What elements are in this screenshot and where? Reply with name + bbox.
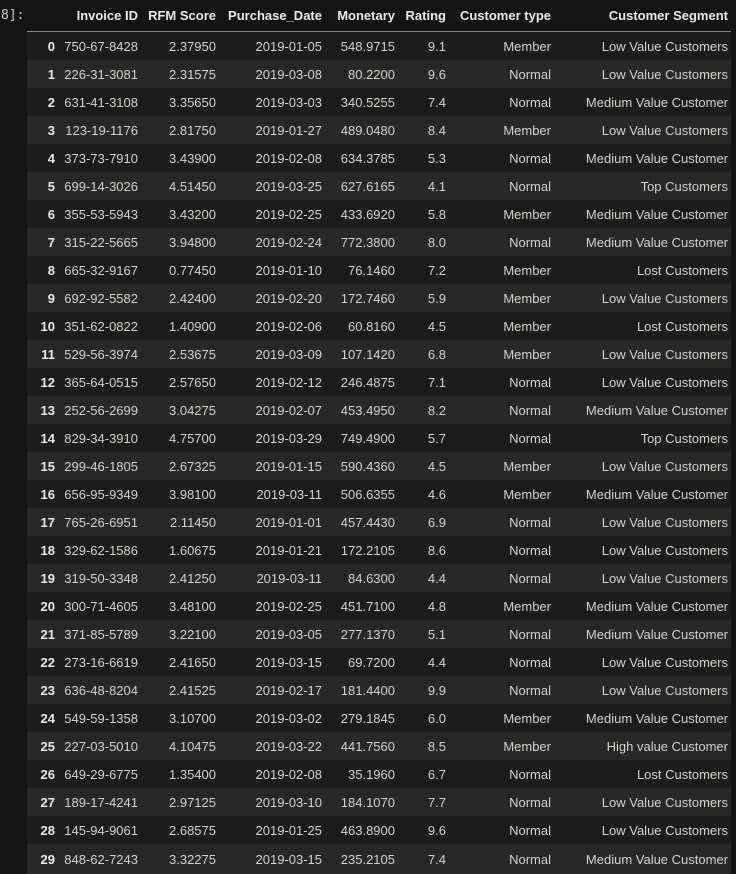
cell-invoice-id: 765-26-6951 xyxy=(64,514,138,530)
cell-purchase-date: 2019-02-24 xyxy=(255,234,322,250)
table-row xyxy=(27,368,731,396)
cell-rating: 6.9 xyxy=(427,514,446,530)
cell-rfm-score: 3.43200 xyxy=(169,206,216,222)
cell-customer-segment: Low Value Customers xyxy=(601,290,728,306)
cell-rating: 6.0 xyxy=(427,710,446,726)
cell-purchase-date: 2019-02-08 xyxy=(255,150,322,166)
cell-customer-type: Member xyxy=(503,38,551,54)
row-index-cell: 20 xyxy=(40,598,55,614)
column-header-purchase-date: Purchase_Date xyxy=(223,0,329,32)
cell-monetary: 184.1070 xyxy=(340,794,395,810)
cell-invoice-id: 649-29-6775 xyxy=(64,766,138,782)
cell-rating: 4.4 xyxy=(427,570,446,586)
cell-customer-segment: Medium Value Customer xyxy=(585,234,728,250)
cell-monetary: 107.1420 xyxy=(340,346,395,362)
cell-monetary: 60.8160 xyxy=(348,318,395,334)
table-header-row xyxy=(27,0,731,32)
cell-invoice-id: 123-19-1176 xyxy=(65,122,138,138)
table-row xyxy=(27,704,731,732)
cell-rating: 8.0 xyxy=(427,234,446,250)
cell-invoice-id: 699-14-3026 xyxy=(64,178,138,194)
cell-customer-segment: Lost Customers xyxy=(636,318,728,334)
cell-customer-segment: Low Value Customers xyxy=(601,822,728,838)
execution-count-label: 8]: xyxy=(1,8,25,23)
table-row xyxy=(27,648,731,676)
cell-customer-type: Member xyxy=(503,262,551,278)
cell-rfm-score: 2.31575 xyxy=(169,66,216,82)
cell-purchase-date: 2019-03-09 xyxy=(255,346,322,362)
cell-monetary: 627.6165 xyxy=(340,178,395,194)
table-row xyxy=(27,396,731,424)
cell-customer-segment: Low Value Customers xyxy=(601,346,728,362)
cell-rating: 5.9 xyxy=(427,290,446,306)
cell-rating: 4.1 xyxy=(427,178,446,194)
cell-rating: 9.6 xyxy=(427,822,446,838)
cell-rfm-score: 3.98100 xyxy=(169,486,216,502)
cell-rating: 8.6 xyxy=(427,542,446,558)
cell-purchase-date: 2019-03-08 xyxy=(255,66,322,82)
cell-invoice-id: 829-34-3910 xyxy=(64,430,138,446)
cell-invoice-id: 848-62-7243 xyxy=(64,851,138,867)
table-row xyxy=(27,676,731,704)
cell-customer-segment: Low Value Customers xyxy=(601,458,728,474)
cell-customer-type: Normal xyxy=(509,374,551,390)
cell-rfm-score: 3.48100 xyxy=(169,598,216,614)
cell-rfm-score: 2.68575 xyxy=(169,822,216,838)
cell-rfm-score: 3.35650 xyxy=(169,94,216,110)
cell-invoice-id: 329-62-1586 xyxy=(64,542,138,558)
table-row xyxy=(27,452,731,480)
cell-invoice-id: 355-53-5943 xyxy=(64,206,138,222)
column-header-customer-segment: Customer Segment xyxy=(558,0,731,32)
cell-monetary: 235.2105 xyxy=(340,851,395,867)
cell-customer-type: Normal xyxy=(509,94,551,110)
cell-purchase-date: 2019-02-17 xyxy=(255,682,322,698)
cell-rfm-score: 2.53675 xyxy=(169,346,216,362)
cell-customer-segment: Low Value Customers xyxy=(601,682,728,698)
cell-customer-segment: Medium Value Customer xyxy=(585,598,728,614)
cell-rating: 7.2 xyxy=(427,262,446,278)
cell-invoice-id: 300-71-4605 xyxy=(64,598,138,614)
cell-customer-type: Member xyxy=(503,486,551,502)
cell-customer-type: Member xyxy=(503,290,551,306)
table-row xyxy=(27,480,731,508)
cell-customer-type: Normal xyxy=(509,626,551,642)
row-index-cell: 5 xyxy=(47,178,55,194)
table-row xyxy=(27,424,731,452)
row-index-cell: 24 xyxy=(40,710,55,726)
cell-rating: 5.7 xyxy=(427,430,446,446)
table-row xyxy=(27,508,731,536)
column-header-rating: Rating xyxy=(402,0,453,32)
row-index-cell: 17 xyxy=(40,514,55,530)
cell-monetary: 548.9715 xyxy=(340,38,395,54)
cell-purchase-date: 2019-02-20 xyxy=(255,290,322,306)
cell-rfm-score: 3.10700 xyxy=(169,710,216,726)
cell-customer-segment: Top Customers xyxy=(640,178,728,194)
cell-customer-segment: Low Value Customers xyxy=(601,654,728,670)
cell-monetary: 772.3800 xyxy=(340,234,395,250)
cell-rfm-score: 4.51450 xyxy=(169,178,216,194)
cell-customer-type: Member xyxy=(503,458,551,474)
table-row xyxy=(27,732,731,760)
cell-monetary: 590.4360 xyxy=(340,458,395,474)
cell-monetary: 76.1460 xyxy=(348,262,395,278)
cell-rating: 8.4 xyxy=(427,122,446,138)
cell-customer-type: Normal xyxy=(509,402,551,418)
cell-purchase-date: 2019-02-07 xyxy=(255,402,322,418)
cell-rfm-score: 2.67325 xyxy=(169,458,216,474)
cell-customer-type: Member xyxy=(503,122,551,138)
cell-invoice-id: 319-50-3348 xyxy=(64,570,138,586)
cell-customer-type: Member xyxy=(503,598,551,614)
table-row xyxy=(27,620,731,648)
cell-purchase-date: 2019-03-11 xyxy=(256,486,322,502)
row-index-cell: 11 xyxy=(41,346,55,362)
cell-purchase-date: 2019-01-21 xyxy=(255,542,322,558)
cell-customer-segment: Medium Value Customer xyxy=(585,94,728,110)
cell-invoice-id: 226-31-3081 xyxy=(64,66,138,82)
cell-customer-type: Member xyxy=(503,710,551,726)
cell-purchase-date: 2019-02-08 xyxy=(255,766,322,782)
row-index-cell: 2 xyxy=(47,94,55,110)
table-row xyxy=(27,284,731,312)
row-index-cell: 18 xyxy=(40,542,55,558)
cell-customer-segment: Low Value Customers xyxy=(601,122,728,138)
table-row xyxy=(27,256,731,284)
cell-rating: 8.2 xyxy=(427,402,446,418)
cell-monetary: 277.1370 xyxy=(340,626,395,642)
cell-invoice-id: 299-46-1805 xyxy=(64,458,138,474)
row-index-cell: 29 xyxy=(40,851,55,867)
cell-invoice-id: 692-92-5582 xyxy=(64,290,138,306)
dataframe-table xyxy=(27,0,731,874)
cell-monetary: 451.7100 xyxy=(340,598,395,614)
table-row xyxy=(27,88,731,116)
row-index-cell: 16 xyxy=(40,486,55,502)
cell-invoice-id: 529-56-3974 xyxy=(64,346,138,362)
cell-monetary: 453.4950 xyxy=(340,402,395,418)
cell-purchase-date: 2019-03-25 xyxy=(255,178,322,194)
row-index-cell: 4 xyxy=(47,150,55,166)
cell-customer-type: Normal xyxy=(509,794,551,810)
cell-customer-segment: Low Value Customers xyxy=(601,570,728,586)
column-header-index xyxy=(27,0,62,32)
cell-purchase-date: 2019-02-25 xyxy=(255,206,322,222)
cell-monetary: 433.6920 xyxy=(340,206,395,222)
cell-rfm-score: 2.57650 xyxy=(169,374,216,390)
row-index-cell: 0 xyxy=(47,38,55,54)
table-row xyxy=(27,760,731,788)
row-index-cell: 15 xyxy=(40,458,55,474)
cell-customer-segment: Lost Customers xyxy=(636,262,728,278)
cell-customer-type: Normal xyxy=(509,542,551,558)
cell-customer-segment: Low Value Customers xyxy=(601,374,728,390)
cell-monetary: 441.7560 xyxy=(340,738,395,754)
cell-monetary: 634.3785 xyxy=(340,150,395,166)
cell-rating: 4.8 xyxy=(427,598,446,614)
cell-monetary: 279.1845 xyxy=(340,710,395,726)
cell-purchase-date: 2019-01-15 xyxy=(255,458,322,474)
cell-monetary: 172.2105 xyxy=(340,542,395,558)
cell-invoice-id: 631-41-3108 xyxy=(64,94,138,110)
table-row xyxy=(27,816,731,844)
row-index-cell: 7 xyxy=(47,234,55,250)
row-index-cell: 8 xyxy=(47,262,55,278)
cell-purchase-date: 2019-03-15 xyxy=(255,851,322,867)
table-row xyxy=(27,536,731,564)
cell-rating: 4.6 xyxy=(427,486,446,502)
row-index-cell: 26 xyxy=(40,766,55,782)
row-index-cell: 9 xyxy=(47,290,55,306)
column-header-invoice-id: Invoice ID xyxy=(62,0,145,32)
column-header-monetary: Monetary xyxy=(329,0,402,32)
cell-monetary: 80.2200 xyxy=(348,66,395,82)
cell-purchase-date: 2019-02-12 xyxy=(255,374,322,390)
cell-customer-segment: Low Value Customers xyxy=(601,794,728,810)
cell-invoice-id: 750-67-8428 xyxy=(64,38,138,54)
cell-rfm-score: 1.40900 xyxy=(169,318,216,334)
cell-rating: 7.1 xyxy=(427,374,446,390)
cell-customer-type: Normal xyxy=(509,682,551,698)
table-row xyxy=(27,564,731,592)
cell-purchase-date: 2019-03-11 xyxy=(256,570,322,586)
cell-rfm-score: 1.60675 xyxy=(169,542,216,558)
table-row xyxy=(27,312,731,340)
cell-rating: 7.4 xyxy=(427,94,446,110)
cell-customer-segment: Lost Customers xyxy=(636,766,728,782)
table-row xyxy=(27,200,731,228)
cell-purchase-date: 2019-03-15 xyxy=(255,654,322,670)
table-row xyxy=(27,32,731,61)
cell-monetary: 463.8900 xyxy=(340,822,395,838)
cell-monetary: 340.5255 xyxy=(340,94,395,110)
cell-purchase-date: 2019-01-05 xyxy=(255,38,322,54)
cell-customer-type: Member xyxy=(503,318,551,334)
table-row xyxy=(27,60,731,88)
cell-rfm-score: 3.43900 xyxy=(169,150,216,166)
cell-monetary: 69.7200 xyxy=(348,654,395,670)
row-index-cell: 1 xyxy=(47,66,55,82)
cell-rating: 6.8 xyxy=(427,346,446,362)
cell-invoice-id: 273-16-6619 xyxy=(64,654,138,670)
cell-invoice-id: 656-95-9349 xyxy=(64,486,138,502)
cell-purchase-date: 2019-03-22 xyxy=(255,738,322,754)
cell-customer-type: Normal xyxy=(509,822,551,838)
row-index-cell: 3 xyxy=(47,122,55,138)
cell-rfm-score: 2.41250 xyxy=(169,570,216,586)
cell-rfm-score: 2.97125 xyxy=(169,794,216,810)
cell-purchase-date: 2019-02-06 xyxy=(255,318,322,334)
table-row xyxy=(27,228,731,256)
row-index-cell: 13 xyxy=(40,402,55,418)
cell-monetary: 457.4430 xyxy=(340,514,395,530)
cell-customer-type: Normal xyxy=(509,654,551,670)
cell-rating: 4.5 xyxy=(427,318,446,334)
table-row xyxy=(27,844,731,874)
cell-invoice-id: 315-22-5665 xyxy=(64,234,138,250)
row-index-cell: 27 xyxy=(40,794,55,810)
cell-rfm-score: 3.04275 xyxy=(169,402,216,418)
cell-customer-type: Member xyxy=(503,346,551,362)
row-index-cell: 23 xyxy=(40,682,55,698)
cell-invoice-id: 371-85-5789 xyxy=(64,626,138,642)
cell-monetary: 35.1960 xyxy=(348,766,395,782)
cell-customer-segment: Medium Value Customer xyxy=(585,710,728,726)
cell-rfm-score: 2.81750 xyxy=(169,122,216,138)
column-header-customer-type: Customer type xyxy=(453,0,558,32)
cell-purchase-date: 2019-03-02 xyxy=(255,710,322,726)
cell-invoice-id: 351-62-0822 xyxy=(64,318,138,334)
cell-customer-type: Normal xyxy=(509,430,551,446)
cell-rfm-score: 3.22100 xyxy=(169,626,216,642)
cell-rating: 5.1 xyxy=(427,626,446,642)
cell-rfm-score: 2.37950 xyxy=(169,38,216,54)
cell-rating: 5.3 xyxy=(427,150,446,166)
table-row xyxy=(27,340,731,368)
cell-rating: 4.5 xyxy=(427,458,446,474)
cell-customer-type: Normal xyxy=(509,514,551,530)
cell-customer-segment: Low Value Customers xyxy=(601,542,728,558)
cell-customer-segment: Top Customers xyxy=(640,430,728,446)
row-index-cell: 22 xyxy=(40,654,55,670)
cell-rating: 4.4 xyxy=(427,654,446,670)
cell-rating: 6.7 xyxy=(427,766,446,782)
cell-rfm-score: 2.41650 xyxy=(169,654,216,670)
cell-rfm-score: 3.32275 xyxy=(169,851,216,867)
cell-rating: 9.1 xyxy=(427,38,446,54)
cell-rating: 5.8 xyxy=(427,206,446,222)
cell-purchase-date: 2019-02-25 xyxy=(255,598,322,614)
cell-customer-type: Normal xyxy=(509,66,551,82)
cell-customer-segment: Medium Value Customer xyxy=(585,206,728,222)
cell-rating: 9.9 xyxy=(427,682,446,698)
cell-rfm-score: 2.11450 xyxy=(169,514,216,530)
cell-invoice-id: 365-64-0515 xyxy=(64,374,138,390)
cell-rfm-score: 2.41525 xyxy=(169,682,216,698)
cell-monetary: 172.7460 xyxy=(340,290,395,306)
cell-customer-type: Normal xyxy=(509,178,551,194)
cell-monetary: 181.4400 xyxy=(340,682,395,698)
cell-purchase-date: 2019-01-01 xyxy=(255,514,322,530)
cell-invoice-id: 145-94-9061 xyxy=(64,822,138,838)
cell-purchase-date: 2019-01-25 xyxy=(255,822,322,838)
cell-customer-type: Normal xyxy=(509,851,551,867)
table-row xyxy=(27,592,731,620)
cell-monetary: 749.4900 xyxy=(340,430,395,446)
table-row xyxy=(27,788,731,816)
cell-invoice-id: 227-03-5010 xyxy=(64,738,138,754)
cell-customer-type: Member xyxy=(503,738,551,754)
cell-rating: 7.7 xyxy=(427,794,446,810)
cell-rating: 7.4 xyxy=(427,851,446,867)
cell-purchase-date: 2019-01-27 xyxy=(255,122,322,138)
table-row xyxy=(27,172,731,200)
cell-rfm-score: 0.77450 xyxy=(169,262,216,278)
cell-customer-segment: Medium Value Customer xyxy=(585,150,728,166)
cell-invoice-id: 189-17-4241 xyxy=(64,794,138,810)
row-index-cell: 10 xyxy=(40,318,55,334)
cell-customer-segment: Medium Value Customer xyxy=(585,851,728,867)
cell-customer-segment: Medium Value Customer xyxy=(585,486,728,502)
row-index-cell: 21 xyxy=(40,626,55,642)
table-row xyxy=(27,116,731,144)
cell-invoice-id: 665-32-9167 xyxy=(64,262,138,278)
table-row xyxy=(27,144,731,172)
cell-purchase-date: 2019-03-05 xyxy=(255,626,322,642)
cell-rfm-score: 4.10475 xyxy=(169,738,216,754)
cell-customer-segment: Low Value Customers xyxy=(601,66,728,82)
cell-customer-segment: Medium Value Customer xyxy=(585,626,728,642)
cell-customer-type: Normal xyxy=(509,234,551,250)
cell-customer-type: Normal xyxy=(509,766,551,782)
cell-invoice-id: 636-48-8204 xyxy=(64,682,138,698)
cell-customer-type: Normal xyxy=(509,150,551,166)
row-index-cell: 25 xyxy=(40,738,55,754)
cell-rfm-score: 4.75700 xyxy=(169,430,216,446)
row-index-cell: 6 xyxy=(47,206,55,222)
cell-rating: 9.6 xyxy=(427,66,446,82)
cell-monetary: 506.6355 xyxy=(340,486,395,502)
cell-rfm-score: 2.42400 xyxy=(169,290,216,306)
row-index-cell: 14 xyxy=(40,430,55,446)
row-index-cell: 12 xyxy=(40,374,55,390)
cell-customer-type: Member xyxy=(503,206,551,222)
cell-purchase-date: 2019-03-29 xyxy=(255,430,322,446)
cell-customer-segment: High value Customer xyxy=(606,738,728,754)
cell-purchase-date: 2019-03-10 xyxy=(255,794,322,810)
cell-customer-segment: Low Value Customers xyxy=(601,514,728,530)
cell-customer-segment: Low Value Customers xyxy=(601,38,728,54)
column-header-rfm-score: RFM Score xyxy=(145,0,223,32)
cell-customer-segment: Medium Value Customer xyxy=(585,402,728,418)
cell-rating: 8.5 xyxy=(427,738,446,754)
row-index-cell: 19 xyxy=(40,570,55,586)
row-index-cell: 28 xyxy=(40,822,55,838)
cell-invoice-id: 549-59-1358 xyxy=(64,710,138,726)
cell-purchase-date: 2019-01-10 xyxy=(255,262,322,278)
cell-monetary: 489.0480 xyxy=(340,122,395,138)
cell-invoice-id: 373-73-7910 xyxy=(64,150,138,166)
cell-customer-type: Normal xyxy=(509,570,551,586)
cell-invoice-id: 252-56-2699 xyxy=(64,402,138,418)
cell-monetary: 84.6300 xyxy=(348,570,395,586)
cell-rfm-score: 3.94800 xyxy=(169,234,216,250)
cell-rfm-score: 1.35400 xyxy=(169,766,216,782)
cell-monetary: 246.4875 xyxy=(340,374,395,390)
cell-purchase-date: 2019-03-03 xyxy=(255,94,322,110)
